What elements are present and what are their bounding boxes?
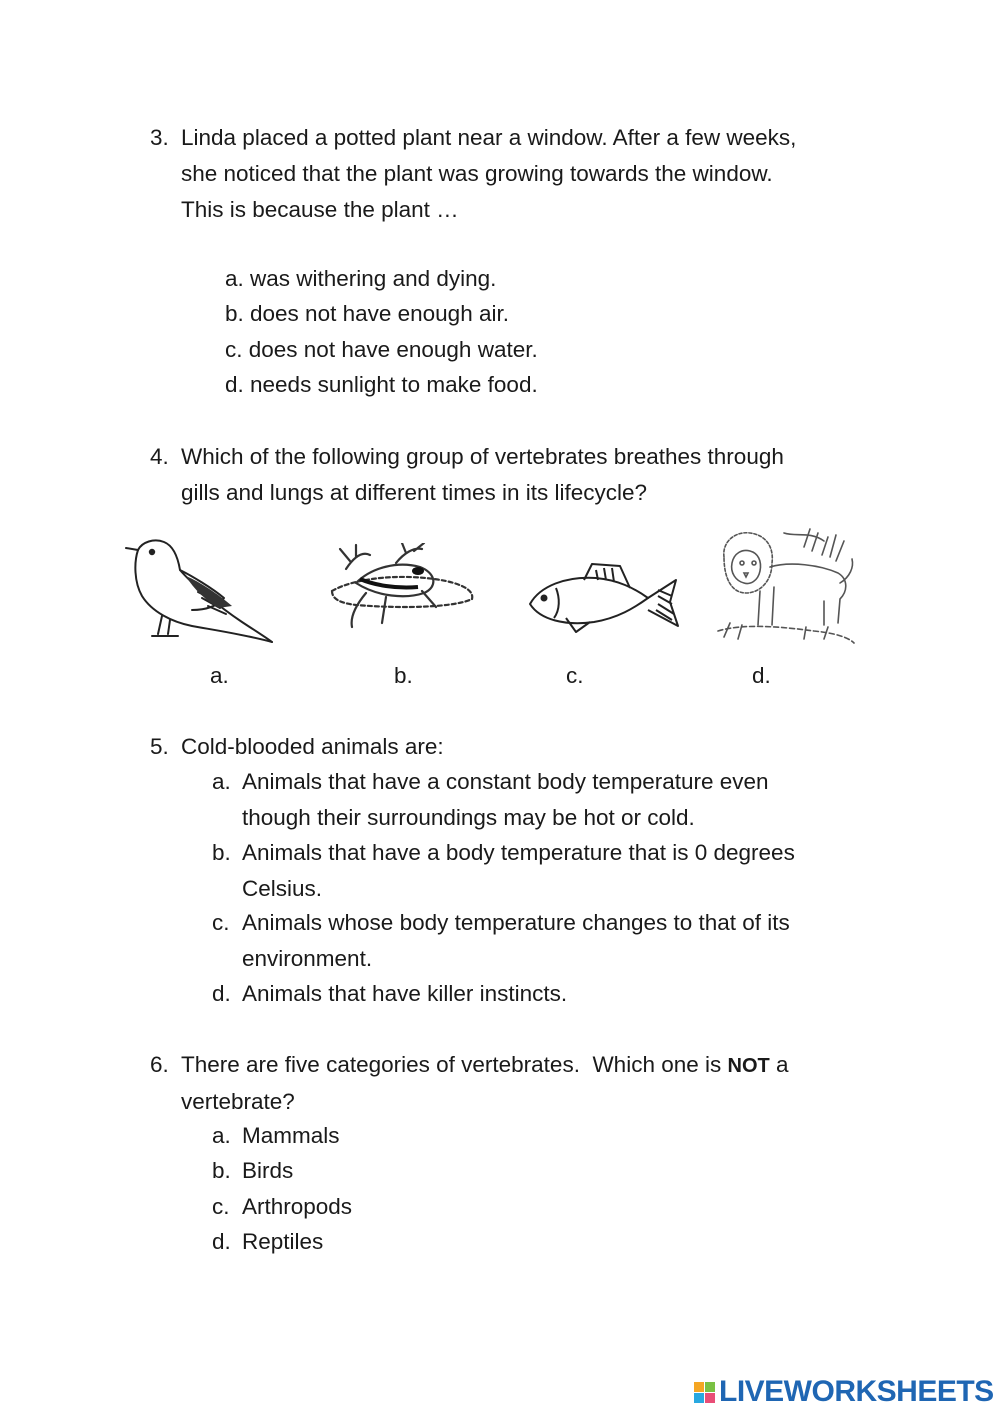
question-5 xyxy=(150,729,890,765)
q6-option-b[interactable]: b. Birds xyxy=(212,1158,294,1183)
option-label-a[interactable]: a. xyxy=(210,663,229,688)
logo-text: LIVEWORKSHEETS xyxy=(719,1375,994,1408)
question-text: Linda placed a potted plant near a window. After a few weeks, she noticed that the plant was growing towards the window. This is because the plant … xyxy=(181,125,797,222)
emphasis-not: NOT xyxy=(727,1055,770,1077)
q5-option-b[interactable]: b. Animals that have a body temperature that is 0 degrees Celsius. xyxy=(212,840,795,901)
question-3 xyxy=(150,120,890,228)
question-text: There are five categories of vertebrates. Which one is NOT a vertebrate? xyxy=(181,1052,789,1114)
q6-option-c[interactable]: c. Arthropods xyxy=(212,1194,353,1219)
option-label-d[interactable]: d. xyxy=(752,663,771,688)
question-number: 5. xyxy=(150,734,169,759)
q5-option-d[interactable]: d. Animals that have killer instincts. xyxy=(212,981,568,1006)
q3-option-c[interactable]: c. does not have enough water. xyxy=(225,337,538,362)
q3-option-b[interactable]: b. does not have enough air. xyxy=(225,301,509,326)
option-label-c[interactable]: c. xyxy=(566,663,584,688)
q5-option-c[interactable]: c. Animals whose body temperature changes to that of its environment. xyxy=(212,910,790,971)
bird-icon xyxy=(122,536,277,648)
q6-option-d[interactable]: d. Reptiles xyxy=(212,1229,324,1254)
q5-option-a[interactable]: a. Animals that have a constant body temperature even though their surroundings may be hot or cold. xyxy=(212,769,769,830)
lion-icon xyxy=(714,527,856,645)
logo-square-1 xyxy=(694,1382,704,1392)
logo-square-4 xyxy=(705,1393,715,1403)
question-number: 3. xyxy=(150,125,169,150)
question-6 xyxy=(150,1047,890,1120)
q6-option-a[interactable]: a. Mammals xyxy=(212,1123,340,1148)
fish-icon xyxy=(526,560,681,640)
q3-option-a[interactable]: a. was withering and dying. xyxy=(225,266,497,291)
option-label-b[interactable]: b. xyxy=(394,663,413,688)
question-4 xyxy=(150,439,890,511)
question-text: Cold-blooded animals are: xyxy=(181,734,444,759)
logo-square-3 xyxy=(694,1393,704,1403)
question-number: 4. xyxy=(150,444,169,469)
logo-square-2 xyxy=(705,1382,715,1392)
q3-option-d[interactable]: d. needs sunlight to make food. xyxy=(225,372,538,397)
frog-icon xyxy=(326,543,476,631)
logo-mark-icon xyxy=(694,1382,715,1403)
question-number: 6. xyxy=(150,1052,169,1077)
liveworksheets-logo[interactable] xyxy=(694,1375,994,1409)
question-text: Which of the following group of vertebrates breathes through gills and lungs at different times in its lifecycle? xyxy=(181,444,784,505)
